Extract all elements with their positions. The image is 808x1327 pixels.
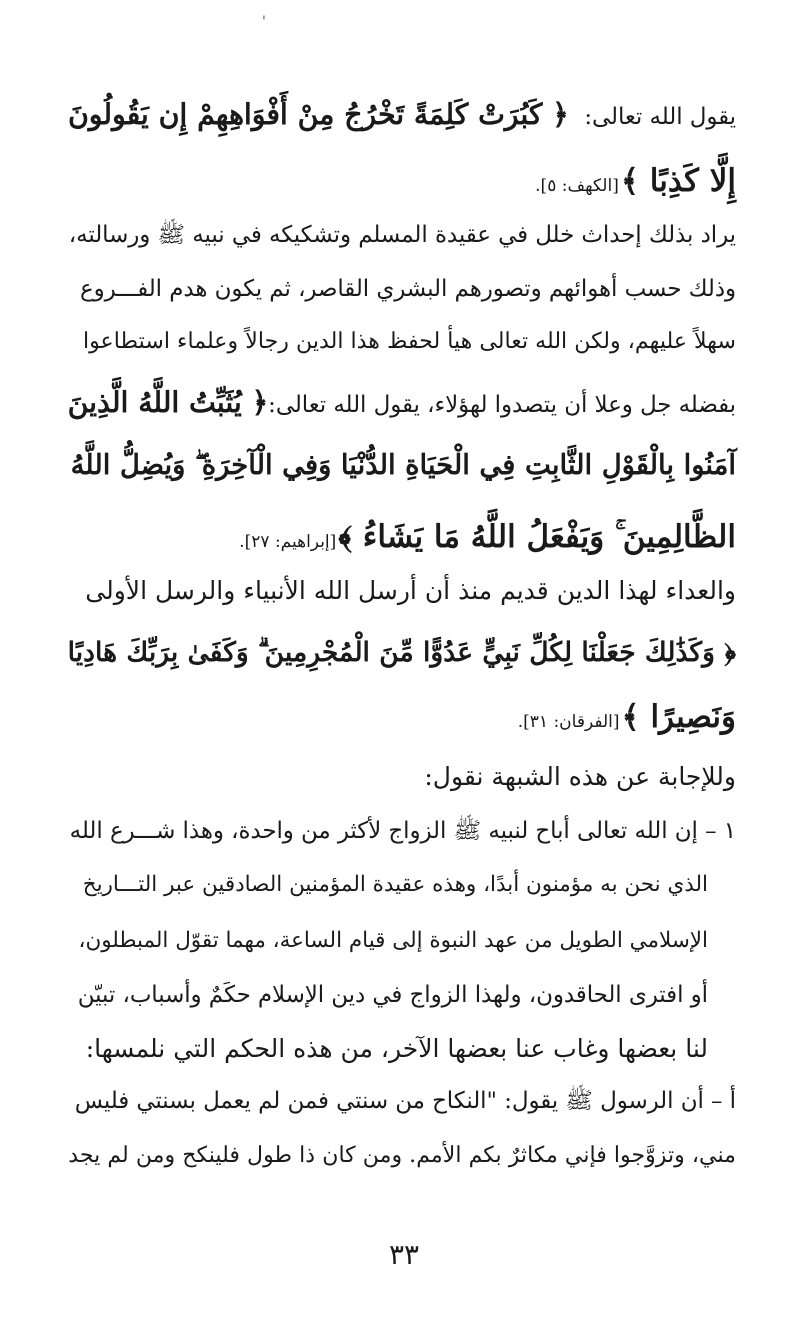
text-line-18 — [68, 1090, 736, 1113]
line-5-text: سهلاً عليهم، ولكن الله تعالى هيأ لحفظ هذا الدين رجالاً وعلماء استطاعوا — [82, 328, 736, 354]
line-12-text: وللإجابة عن هذه الشبهة نقول: — [424, 762, 736, 791]
line-8-quran: الظَّالِمِينَ ۚ وَيَفْعَلُ اللَّهُ مَا يَشَاءُ ﴾ — [338, 519, 736, 555]
text-line-15 — [68, 930, 708, 951]
line-16-text: أو افترى الحاقدون، ولهذا الزواج في دين الإسلام حكَمٌ وأسباب، تبيّن — [77, 982, 708, 1008]
line-8-reference: [إبراهيم: ٢٧]. — [239, 532, 337, 552]
text-line-10 — [67, 637, 736, 668]
line-4-text: وذلك حسب أهوائهم وتصورهم البشري القاصر، ثم يكون هدم الفـــروع — [79, 276, 736, 302]
text-line-1 — [68, 97, 736, 131]
line-18-text: أ – أن الرسول ﷺ يقول: "النكاح من سنتي فمن لم يعمل بسنتي فليس — [74, 1088, 736, 1114]
line-15-text: الإسلامي الطويل من عهد النبوة إلى قيام الساعة، مهما تقوّل المبطلون، — [78, 928, 708, 953]
line-7-quran: آمَنُوا بِالْقَوْلِ الثَّابِتِ فِي الْحَيَاةِ الدُّنْيَا وَفِي الْآخِرَةِ ۖ وَيُضِلُّ اللَّهُ — [70, 449, 736, 481]
line-9-text: والعداء لهذا الدين قديم منذ أن أرسل الله الأنبياء والرسل الأولى — [85, 576, 736, 605]
text-line-14 — [68, 874, 708, 895]
top-mark: ' — [262, 14, 266, 30]
line-2-reference: [الكهف: ٥]. — [535, 176, 619, 196]
line-3-text: يراد بذلك إحداث خلل في عقيدة المسلم وتشكيكه في نبيه ﷺ ورسالته، — [68, 222, 736, 248]
line-6-text: بفضله جل وعلا أن يتصدوا لهؤلاء، يقول الله تعالى: — [268, 392, 736, 418]
text-line-17 — [68, 1036, 708, 1061]
text-line-4 — [68, 278, 736, 301]
line-11-reference: [الفرقان: ٣١]. — [517, 712, 620, 732]
line-19-text: مني، وتزوَّجوا فإني مكاثرٌ بكم الأمم. ومن كان ذا طول فلينكح ومن لم يجد — [68, 1142, 736, 1168]
text-line-3 — [68, 224, 736, 247]
text-line-7 — [68, 449, 736, 481]
text-line-11 — [68, 699, 736, 735]
text-line-2 — [68, 163, 736, 199]
text-line-19 — [68, 1144, 736, 1166]
line-6-quran: ﴿ يُثَبِّتُ اللَّهُ الَّذِينَ — [67, 385, 269, 419]
line-10-quran: ﴿ وَكَذَٰلِكَ جَعَلْنَا لِكُلِّ نَبِيٍّ عَدُوًّا مِّنَ الْمُجْرِمِينَ ۗ وَكَفَىٰ بِرَبِّكَ هَادِيًا — [67, 637, 736, 668]
text-line-16 — [68, 984, 708, 1007]
line-1-quran: ﴿ كَبُرَتْ كَلِمَةً تَخْرُجُ مِنْ أَفْوَاهِهِمْ إِن يَقُولُونَ — [68, 97, 569, 131]
text-line-9 — [68, 578, 736, 603]
page-number: ٣٣ — [388, 1238, 420, 1271]
text-line-12 — [68, 764, 736, 789]
line-11-quran: وَنَصِيرًا ﴾ — [621, 699, 736, 735]
text-line-5 — [68, 330, 736, 352]
line-2-quran: إِلَّا كَذِبًا ﴾ — [620, 163, 736, 199]
line-14-text: الذي نحن به مؤمنون أبدًا، وهذه عقيدة المؤمنين الصادقين عبر التـــاريخ — [82, 872, 708, 897]
text-line-6 — [67, 385, 736, 419]
line-1-text: يقول الله تعالى: — [584, 104, 736, 130]
line-13-text: ١ – إن الله تعالى أباح لنبيه ﷺ الزواج لأكثر من واحدة، وهذا شـــرع الله — [69, 818, 736, 844]
text-line-13 — [68, 820, 736, 843]
line-17-text: لنا بعضها وغاب عنا بعضها الآخر، من هذه الحكم التي نلمسها: — [85, 1034, 708, 1063]
text-line-8 — [68, 519, 736, 555]
